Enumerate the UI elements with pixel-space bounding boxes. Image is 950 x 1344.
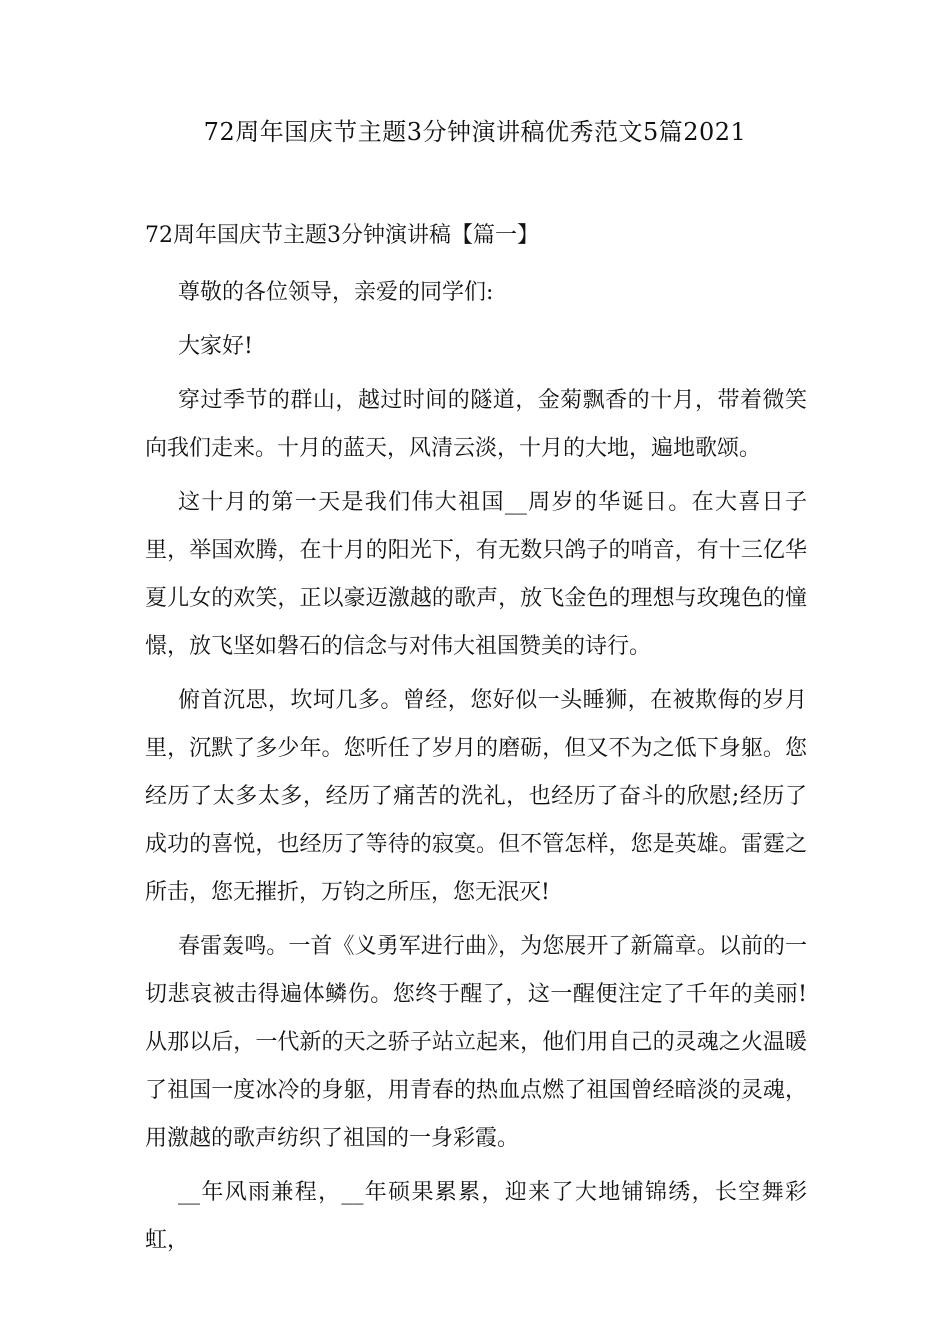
section-heading: 72周年国庆节主题3分钟演讲稿【篇一】 — [145, 223, 539, 248]
paragraph-greeting: 大家好! — [178, 334, 253, 359]
document-body — [145, 220, 807, 1271]
document-title: 72周年国庆节主题3分钟演讲稿优秀范文5篇2021 — [203, 118, 747, 146]
paragraph: 这十月的第一天是我们伟大祖国__周岁的华诞日。在大喜日子里，举国欢腾，在十月的阳光下，有无数只鸽子的哨音，有十三亿华夏儿女的欢笑，正以豪迈激越的歌声，放飞金色的理想与玫瑰色的憧憬，放飞坚如磐石的信念与对伟大祖国赞美的诗行。 — [145, 490, 807, 659]
paragraph-salutation: 尊敬的各位领导，亲爱的同学们: — [178, 280, 494, 305]
paragraph: 俯首沉思，坎坷几多。曾经，您好似一头睡狮，在被欺侮的岁月里，沉默了多少年。您听任了岁月的磨砺，但又不为之低下身躯。您经历了太多太多，经历了痛苦的洗礼，也经历了奋斗的欣慰;经历了成功的喜悦，也经历了等待的寂寞。但不管怎样，您是英雄。雷霆之所击，您无摧折，万钧之所压，您无泯灭! — [145, 688, 807, 905]
paragraph: 穿过季节的群山，越过时间的隧道，金菊飘香的十月，带着微笑向我们走来。十月的蓝天，风清云淡，十月的大地，遍地歌颂。 — [145, 388, 807, 461]
paragraph: 春雷轰鸣。一首《义勇军进行曲》，为您展开了新篇章。以前的一切悲哀被击得遍体鳞伤。您终于醒了，这一醒便注定了千年的美丽!从那以后，一代新的天之骄子站立起来，他们用自己的灵魂之火温暖了祖国一度冰冷的身躯，用青春的热血点燃了祖国曾经暗淡的灵魂，用激越的歌声纺织了祖国的一身彩霞。 — [145, 934, 807, 1151]
paragraph: __年风雨兼程，__年硕果累累，迎来了大地铺锦绣，长空舞彩虹， — [145, 1180, 807, 1253]
